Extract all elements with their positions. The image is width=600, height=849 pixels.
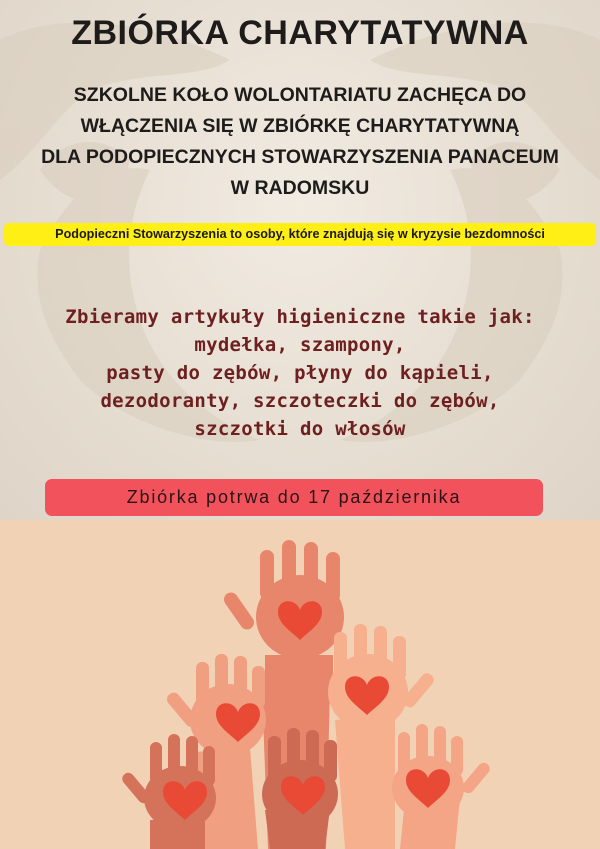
collected-items-list: Zbieramy artykuły higieniczne takie jak: mydełka, szampony, pasty do zębów, płyny do kąpieli, dezodoranty, szczoteczki do zębów, szczotki do włosów [65, 306, 535, 440]
deadline-banner: Zbiórka potrwa do 17 października [45, 479, 543, 516]
highlight-banner: Podopieczni Stowarzyszenia to osoby, które znajdują się w kryzysie bezdomności [4, 223, 596, 246]
raised-hands-illustration [0, 520, 600, 849]
poster-subtitle: SZKOLNE KOŁO WOLONTARIATU ZACHĘCA DO WŁĄCZENIA SIĘ W ZBIÓRKĘ CHARYTATYWNĄ DLA PODOPIECZNYCH STOWARZYSZENIA PANACEUM W RADOMSKU [41, 84, 559, 199]
poster-title: ZBIÓRKA CHARYTATYWNA [71, 14, 529, 52]
hand-left-low [120, 734, 216, 830]
bottom-section [0, 520, 600, 849]
hand-center-low [262, 728, 338, 828]
